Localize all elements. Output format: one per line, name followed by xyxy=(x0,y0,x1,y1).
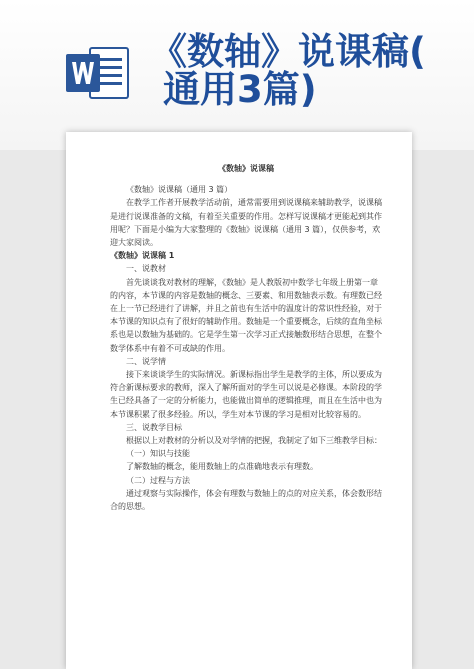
goal-knowledge-text: 了解数轴的概念，能用数轴上的点准确地表示有理数。 xyxy=(126,462,318,472)
document-subtitle: 《数轴》说课稿（通用 3 篇） xyxy=(126,185,233,195)
goal-process-heading: （二）过程与方法 xyxy=(126,475,190,485)
page-title: 《数轴》说课稿( xyxy=(150,30,426,73)
paragraph-students: 接下来谈谈学生的实际情况。新课标指出学生是教学的主体，所以要成为符合新课标要求的教师，深入了解所面对的学生可以说是必修课。本阶段的学生已经具备了一定的分析能力，也能做出简单的逻辑推理，而且在生活中也为本节课积累了很多经验。所以，学生对本节课的学习是相对比较容易的。 xyxy=(110,370,382,419)
intro-paragraph: 在教学工作者开展教学活动前，通常需要用到说课稿来辅助教学，说课稿是进行说课准备的文稿，有着至关重要的作用。怎样写说课稿才更能起到其作用呢？下面是小编为大家整理的《数轴》说课稿（通用 3 篇），仅供参考，欢迎大家阅读。 xyxy=(110,198,382,248)
subheading-textbook: 一、说教材 xyxy=(126,264,166,274)
paragraph-textbook: 首先谈谈我对教材的理解，《数轴》是人教版初中数学七年级上册第一章的内容，本节课的内容是数轴的概念、三要素、和用数轴表示数。有理数已经在上一节已经进行了讲解，并且之前也有生活中的温度计的常识性经验，对于本节课的知识点有了很好的辅助作用。数轴是一个重要概念，后续的直角坐标系也是以数轴为基础的。它是学生第一次学习正式接触数形结合思想，在整个数学体系中有着不可或缺的作用。 xyxy=(110,277,382,353)
document-body xyxy=(110,162,382,513)
page-title-continued: 通用3篇) xyxy=(163,68,317,111)
header-banner xyxy=(0,0,474,150)
paragraph-goals: 根据以上对教材的分析以及对学情的把握，我制定了如下三维教学目标： xyxy=(126,436,382,446)
goal-process-text: 通过观察与实际操作，体会有理数与数轴上的点的对应关系，体会数形结合的思想。 xyxy=(110,488,382,512)
document-title: 《数轴》说课稿 xyxy=(218,164,274,173)
goal-knowledge-heading: （一）知识与技能 xyxy=(126,449,190,459)
word-document-icon xyxy=(64,44,130,102)
subheading-students: 二、说学情 xyxy=(126,356,166,366)
document-page xyxy=(66,132,412,669)
subheading-goals: 三、说教学目标 xyxy=(126,422,182,432)
section-heading: 《数轴》说课稿 1 xyxy=(110,251,175,261)
